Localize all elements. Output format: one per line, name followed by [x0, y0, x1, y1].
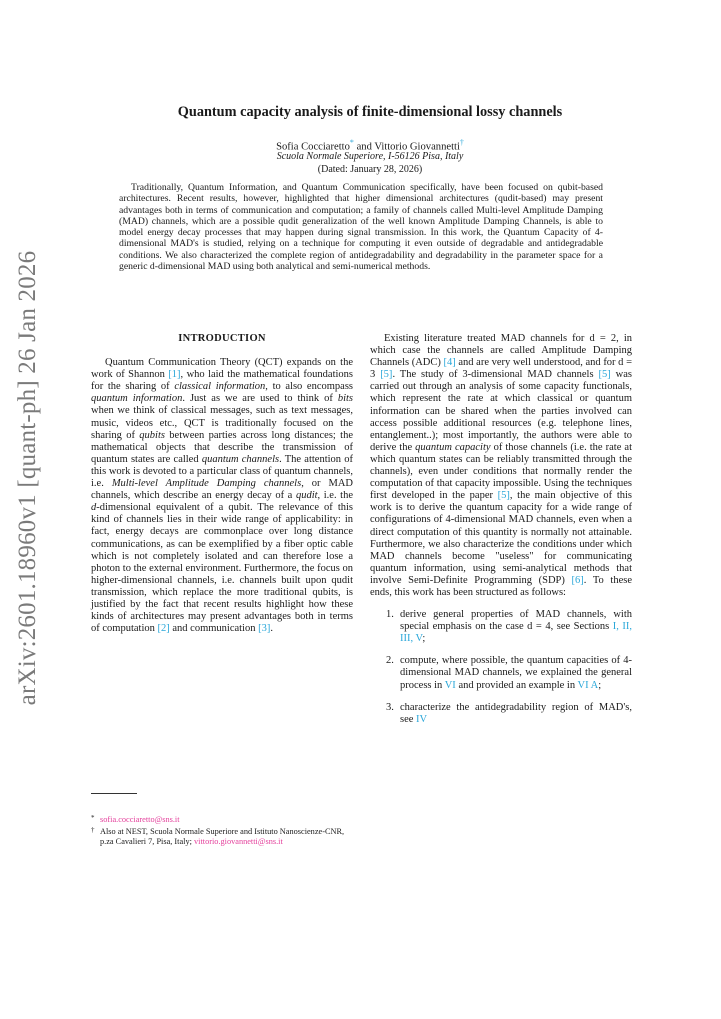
section-link[interactable]: I, II, III, V — [400, 621, 632, 645]
section-link[interactable]: VI A — [577, 679, 599, 691]
left-column — [91, 333, 353, 635]
footnote-divider — [91, 793, 137, 794]
email-link[interactable]: sofia.cocciaretto@sns.it — [100, 815, 180, 824]
citation-link[interactable]: [3] — [258, 623, 271, 635]
list-item: 2. compute, where possible, the quantum capacities of 4-dimensional MAD channels, we explained the general process in VI and provided an example in VI A; — [386, 655, 632, 691]
intro-paragraph: Existing literature treated MAD channels for d = 2, in which case the channels are called Amplitude Damping Channels (ADC) [4] and are very well understood, and for d = 3 [5]. The study of 3-dimensional MAD channels [5] was carried out through an analysis of some capacity functionals, which represent the rate at which classical or quantum information can be shared when the parties involved can access possible additional resources (e.g. telephone lines, entanglement..); most importantly, the authors were able to derive the quantum capacity of those channels (i.e. the rate at which quantum states can be reliably transmitted through the channels), even under conditions that normally render the computation of that capacity impossible. Using the techniques first developed in the paper [5], the main objective of this work is to derive the quantum capacity for a wide range of configurations of 4-dimensional MAD channels, even when a direct computation of this quantity is normally not attainable. Furthermore, we also characterize the conditions under which MAD channels become "useless" for communicating quantum information, using semi-analytical methods that involve Semi-Definite Programming (SDP) [6]. To these ends, this work has been structured as follows: — [370, 333, 633, 598]
date-line: (Dated: January 28, 2026) — [317, 164, 423, 175]
arxiv-stamp — [6, 0, 50, 1019]
author-footnote-mark[interactable]: † — [459, 138, 464, 147]
author-name: Vittorio Giovannetti — [374, 141, 460, 153]
section-heading: INTRODUCTION — [178, 333, 266, 344]
abstract: Traditionally, Quantum Information, and Quantum Communication specifically, have been focused on qubit-based architectures. Recent results, however, highlighted that higher dimensional architectures (qudit-based) may present advantages both in terms of communication and computation; a family of channels called Multi-level Amplitude Damping (MAD) channels, which are a possible qudit generalization of the well known Amplitude Damping Channels, is able to model energy decay processes that may happen during signal transmission. In this work, the Quantum Capacity of 4-dimensional MAD's is studied, relying on a technique for computing it even outside of degradable and antidegradable conditions. We also characterized the complete region of antidegradability and degradability in the parameter space for a generic d-dimensional MAD using both analytical and semi-numerical methods. — [119, 182, 603, 273]
list-item: 1. derive general properties of MAD channels, with special emphasis on the case d = 4, see Sections I, II, III, V; — [386, 609, 632, 645]
citation-link[interactable]: [2] — [157, 623, 170, 635]
footnote: † Also at NEST, Scuola Normale Superiore and Istituto Nanoscienze-CNR, p.za Cavalieri 7, Pisa, Italy; vittorio.giovannetti@sns.it — [91, 826, 345, 846]
citation-link[interactable]: [1] — [168, 369, 181, 381]
footnote-mark: * — [91, 814, 95, 822]
citation-link[interactable]: [5] — [598, 369, 611, 381]
right-column — [370, 333, 632, 736]
citation-link[interactable]: [4] — [443, 357, 456, 369]
author-conjunction: and — [356, 141, 372, 153]
footnotes — [91, 815, 356, 849]
footnote — [91, 815, 356, 825]
section-link[interactable]: IV — [416, 713, 428, 725]
author-name: Sofia Cocciaretto — [276, 141, 350, 153]
author-footnote-mark[interactable]: * — [349, 138, 354, 147]
list-item: 3. characterize the antidegradability region of MAD's, see IV — [386, 701, 632, 725]
paper-title: Quantum capacity analysis of finite-dimensional lossy channels — [177, 104, 563, 120]
objectives-list — [370, 609, 632, 726]
citation-link[interactable]: [5] — [497, 490, 510, 502]
citation-link[interactable]: [6] — [571, 574, 584, 586]
footnote-mark: † — [91, 826, 95, 834]
intro-paragraph: Quantum Communication Theory (QCT) expands on the work of Shannon [1], who laid the mathematical foundations for the sharing of classical information, to also encompass quantum information. Just as we are used to think of bits when we think of classical messages, such as text messages, music, videos etc., QCT is traditionally focused on the sharing of qubits between parties across long distances; the mathematical objects that describe the transmission of quantum states are called quantum channels. The attention of this work is devoted to a particular class of quantum channels, i.e. Multi-level Amplitude Damping channels, or MAD channels, which describe an energy decay of a qudit, i.e. the d-dimensional equivalent of a qubit. The relevance of this kind of channels lies in their wide range of applicability: in fact, energy decays are commonplace over long distance communications, as can be exemplified by a fiber optic cable which is not completely isolated and can therefore lose a photon to the external environment. Furthermore, the focus on higher-dimensional channels, i.e. channels built upon qudit transmission, which replace the more traditional qubits, is justified by the fact that recent results highlight how these kinds of architectures may present advantages both in terms of computation [2] and communication [3]. — [91, 357, 354, 635]
email-link[interactable]: vittorio.giovannetti@sns.it — [194, 837, 283, 846]
citation-link[interactable]: [5] — [380, 369, 393, 381]
affiliation: Scuola Normale Superiore, I-56126 Pisa, Italy — [276, 151, 464, 162]
section-link[interactable]: VI — [444, 679, 456, 691]
arxiv-id: arXiv:2601.18960v1 [quant-ph] 26 Jan 2026 — [14, 250, 41, 706]
